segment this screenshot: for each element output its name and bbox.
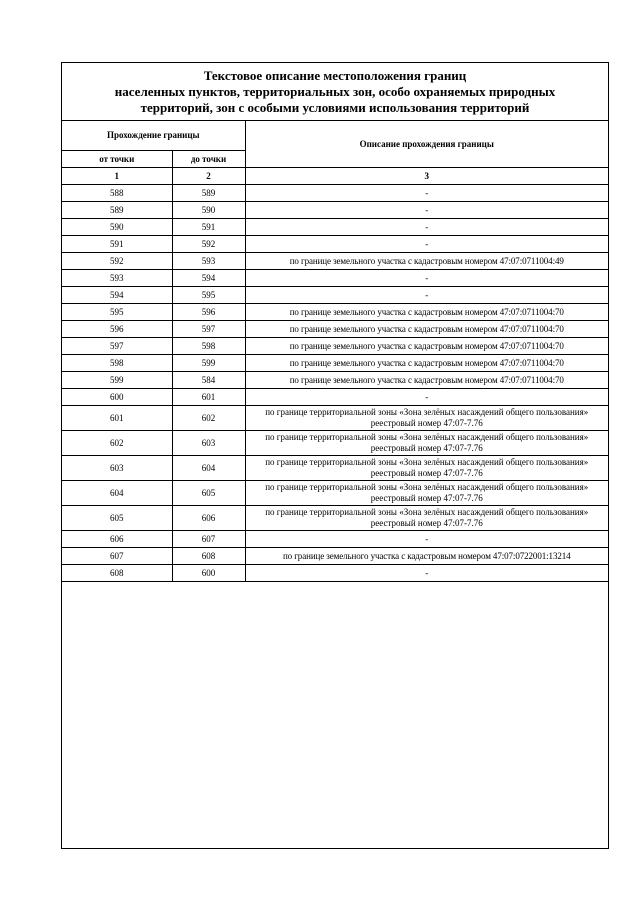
title-line-3: территорий, зон с особыми условиями использования территорий <box>140 100 530 115</box>
table-row <box>62 270 608 287</box>
table-row <box>62 406 608 431</box>
column-number-2: 2 <box>172 168 245 185</box>
table-row <box>62 253 608 270</box>
table-row <box>62 372 608 389</box>
description-cell: по границе территориальной зоны «Зона зелёных насаждений общего пользования» реестровый номер 47:07-7.76 <box>245 456 608 481</box>
header-from-point: от точки <box>62 151 172 168</box>
from-point-cell: 596 <box>62 321 172 338</box>
description-cell: - <box>245 202 608 219</box>
to-point-cell: 600 <box>172 565 245 582</box>
to-point-cell: 596 <box>172 304 245 321</box>
table-row <box>62 236 608 253</box>
to-point-cell: 608 <box>172 548 245 565</box>
description-cell: - <box>245 287 608 304</box>
description-cell: по границе территориальной зоны «Зона зелёных насаждений общего пользования» реестровый номер 47:07-7.76 <box>245 481 608 506</box>
to-point-cell: 590 <box>172 202 245 219</box>
title-line-2: населенных пунктов, территориальных зон, особо охраняемых природных <box>114 84 556 99</box>
title-line-1: Текстовое описание местоположения границ <box>203 68 467 83</box>
description-cell: по границе земельного участка с кадастровым номером 47:07:0711004:70 <box>245 321 608 338</box>
table-row <box>62 219 608 236</box>
to-point-cell: 604 <box>172 456 245 481</box>
to-point-cell: 593 <box>172 253 245 270</box>
to-point-cell: 589 <box>172 185 245 202</box>
description-cell: по границе территориальной зоны «Зона зелёных насаждений общего пользования» реестровый номер 47:07-7.76 <box>245 431 608 456</box>
to-point-cell: 607 <box>172 531 245 548</box>
table-row <box>62 355 608 372</box>
table-row <box>62 321 608 338</box>
table-row <box>62 481 608 506</box>
table-row <box>62 304 608 321</box>
to-point-cell: 598 <box>172 338 245 355</box>
to-point-cell: 595 <box>172 287 245 304</box>
table-row <box>62 431 608 456</box>
from-point-cell: 592 <box>62 253 172 270</box>
header-row-group <box>62 121 608 151</box>
table-row <box>62 506 608 531</box>
description-cell: по границе территориальной зоны «Зона зелёных насаждений общего пользования» реестровый номер 47:07-7.76 <box>245 506 608 531</box>
from-point-cell: 588 <box>62 185 172 202</box>
table-row <box>62 185 608 202</box>
to-point-cell: 591 <box>172 219 245 236</box>
from-point-cell: 599 <box>62 372 172 389</box>
document-title <box>62 63 608 121</box>
from-point-cell: 602 <box>62 431 172 456</box>
to-point-cell: 592 <box>172 236 245 253</box>
description-cell: по границе земельного участка с кадастровым номером 47:07:0711004:70 <box>245 338 608 355</box>
from-point-cell: 590 <box>62 219 172 236</box>
description-cell: по границе земельного участка с кадастровым номером 47:07:0711004:70 <box>245 372 608 389</box>
header-row-numbers <box>62 168 608 185</box>
from-point-cell: 608 <box>62 565 172 582</box>
boundary-table <box>62 121 608 582</box>
description-cell: по границе земельного участка с кадастровым номером 47:07:0711004:70 <box>245 304 608 321</box>
from-point-cell: 605 <box>62 506 172 531</box>
table-row <box>62 338 608 355</box>
from-point-cell: 603 <box>62 456 172 481</box>
description-cell: - <box>245 185 608 202</box>
description-cell: по границе земельного участка с кадастровым номером 47:07:0711004:70 <box>245 355 608 372</box>
to-point-cell: 605 <box>172 481 245 506</box>
from-point-cell: 607 <box>62 548 172 565</box>
header-boundary-passage: Прохождение границы <box>62 121 245 151</box>
from-point-cell: 593 <box>62 270 172 287</box>
description-cell: - <box>245 531 608 548</box>
document-frame <box>61 62 609 849</box>
column-number-1: 1 <box>62 168 172 185</box>
from-point-cell: 604 <box>62 481 172 506</box>
to-point-cell: 597 <box>172 321 245 338</box>
from-point-cell: 589 <box>62 202 172 219</box>
to-point-cell: 594 <box>172 270 245 287</box>
table-body <box>62 185 608 582</box>
from-point-cell: 591 <box>62 236 172 253</box>
from-point-cell: 606 <box>62 531 172 548</box>
to-point-cell: 602 <box>172 406 245 431</box>
table-row <box>62 456 608 481</box>
description-cell: - <box>245 236 608 253</box>
description-cell: - <box>245 219 608 236</box>
description-cell: - <box>245 389 608 406</box>
to-point-cell: 606 <box>172 506 245 531</box>
description-cell: - <box>245 270 608 287</box>
from-point-cell: 598 <box>62 355 172 372</box>
table-row <box>62 287 608 304</box>
to-point-cell: 601 <box>172 389 245 406</box>
to-point-cell: 584 <box>172 372 245 389</box>
from-point-cell: 595 <box>62 304 172 321</box>
from-point-cell: 594 <box>62 287 172 304</box>
from-point-cell: 601 <box>62 406 172 431</box>
description-cell: по границе земельного участка с кадастровым номером 47:07:0711004:49 <box>245 253 608 270</box>
table-row <box>62 565 608 582</box>
table-row <box>62 548 608 565</box>
column-number-3: 3 <box>245 168 608 185</box>
from-point-cell: 600 <box>62 389 172 406</box>
to-point-cell: 599 <box>172 355 245 372</box>
description-cell: по границе территориальной зоны «Зона зелёных насаждений общего пользования» реестровый номер 47:07-7.76 <box>245 406 608 431</box>
to-point-cell: 603 <box>172 431 245 456</box>
table-row <box>62 202 608 219</box>
from-point-cell: 597 <box>62 338 172 355</box>
header-to-point: до точки <box>172 151 245 168</box>
description-cell: по границе земельного участка с кадастровым номером 47:07:0722001:13214 <box>245 548 608 565</box>
header-description: Описание прохождения границы <box>245 121 608 168</box>
table-row <box>62 531 608 548</box>
table-row <box>62 389 608 406</box>
description-cell: - <box>245 565 608 582</box>
